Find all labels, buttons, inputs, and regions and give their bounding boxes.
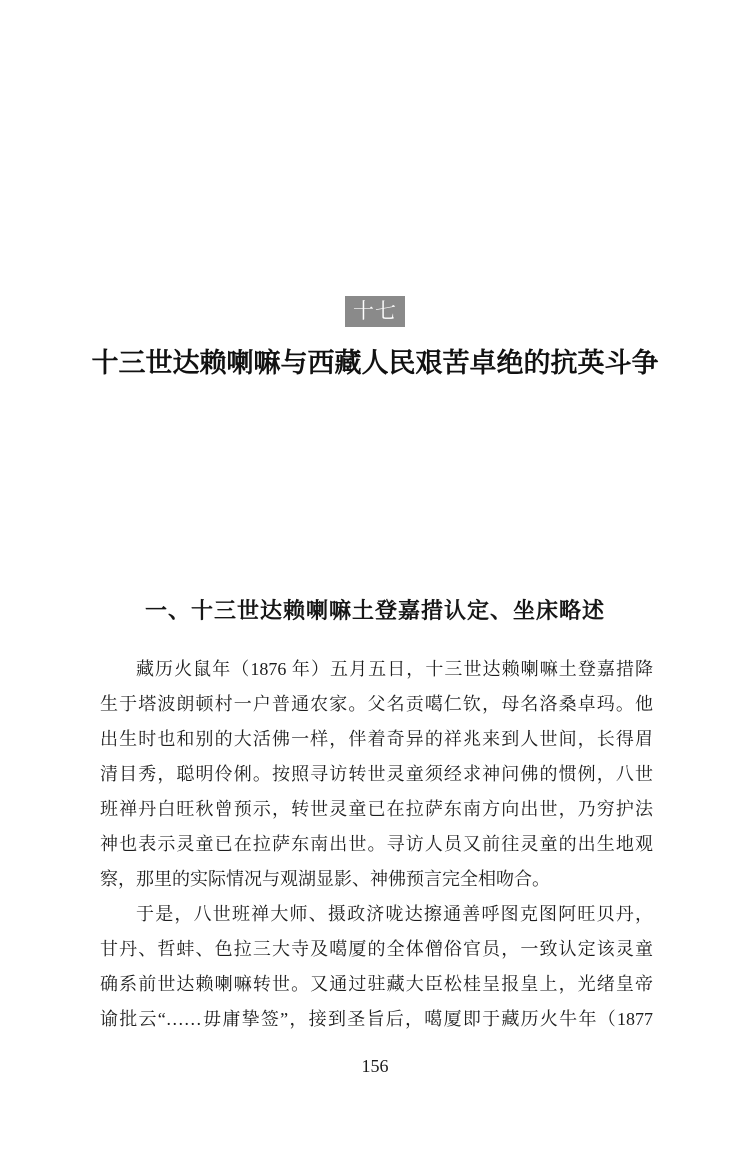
- body-line: 藏历火鼠年（1876 年）五月五日，十三世达赖喇嘛土登嘉措降: [136, 659, 653, 679]
- paragraph-2: [100, 897, 653, 1037]
- body-line: 清目秀，聪明伶俐。按照寻访转世灵童须经求神问佛的惯例，八世: [100, 764, 653, 784]
- body-line: 察，那里的实际情况与观湖显影、神佛预言完全相吻合。: [100, 869, 550, 889]
- chapter-number-badge: 十七: [345, 296, 405, 327]
- body-line: 确系前世达赖喇嘛转世。又通过驻藏大臣松桂呈报皇上，光绪皇帝: [100, 974, 653, 994]
- body-line: 甘丹、哲蚌、色拉三大寺及噶厦的全体僧俗官员，一致认定该灵童: [100, 939, 653, 959]
- section-heading: 一、十三世达赖喇嘛土登嘉措认定、坐床略述: [144, 598, 605, 623]
- body-line: 生于塔波朗顿村一户普通农家。父名贡噶仁钦，母名洛桑卓玛。他: [100, 694, 653, 714]
- body-line: 于是，八世班禅大师、摄政济咙达擦通善呼图克图阿旺贝丹，: [136, 904, 653, 924]
- chapter-title: 十三世达赖喇嘛与西藏人民艰苦卓绝的抗英斗争: [91, 348, 659, 378]
- body-line: 谕批云“……毋庸挚签”，接到圣旨后，噶厦即于藏历火牛年（1877: [100, 1009, 653, 1029]
- paragraph-1: [100, 652, 653, 897]
- body-line: 出生时也和别的大活佛一样，伴着奇异的祥兆来到人世间，长得眉: [100, 729, 653, 749]
- body-text: [100, 652, 653, 1037]
- body-line: 班禅丹白旺秋曾预示，转世灵童已在拉萨东南方向出世，乃穷护法: [100, 799, 653, 819]
- page-number: 156: [361, 1056, 389, 1076]
- body-line: 神也表示灵童已在拉萨东南出世。寻访人员又前往灵童的出生地观: [100, 834, 653, 854]
